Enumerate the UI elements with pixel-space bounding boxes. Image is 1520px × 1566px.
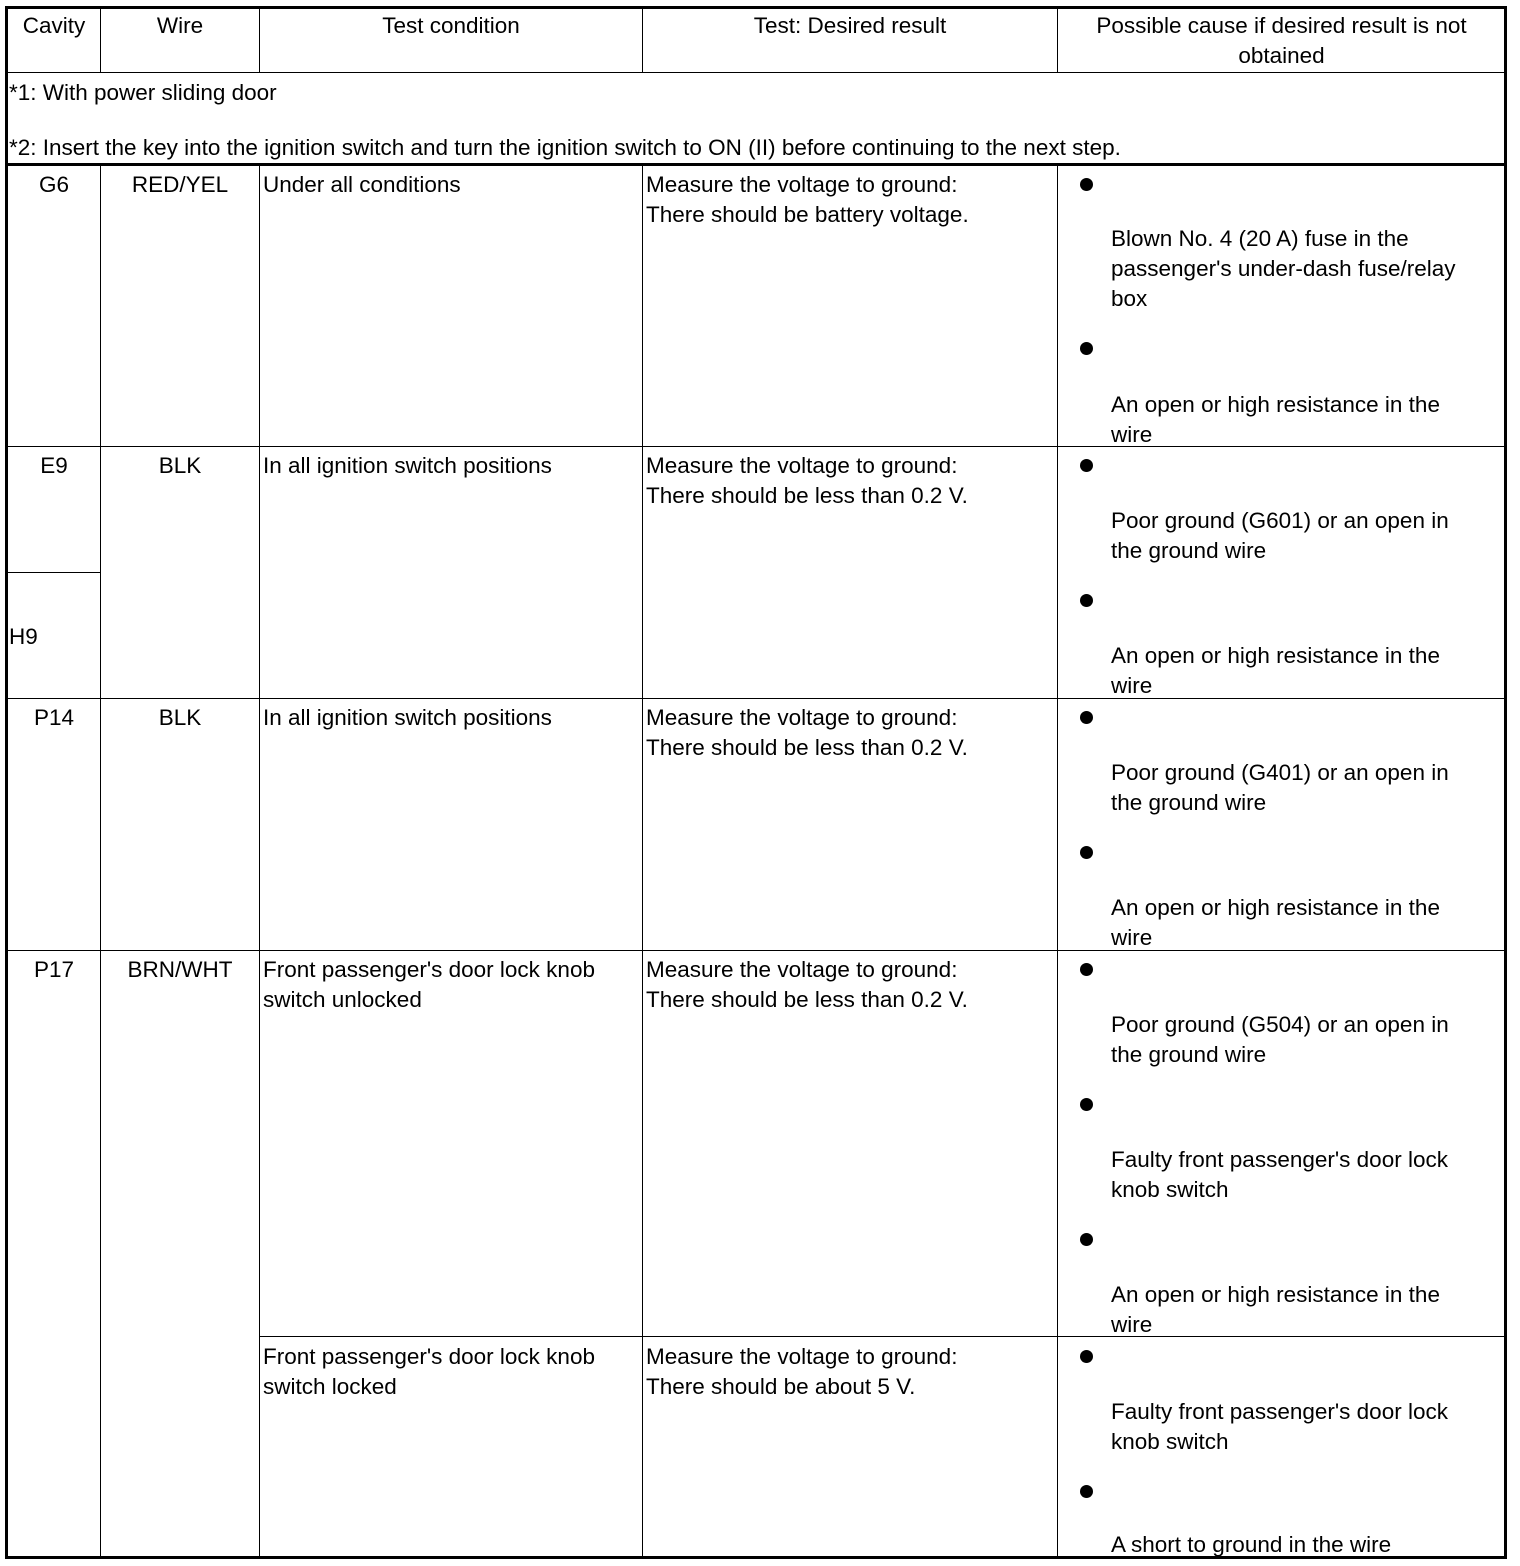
cause-p17a-2-line1: Faulty front passenger's door lock: [1111, 1147, 1448, 1172]
cause-p17a-1-line2: the ground wire: [1111, 1042, 1267, 1067]
wire-p14: BLK: [158, 705, 202, 730]
cause-p17a-2-line2: knob switch: [1111, 1177, 1229, 1202]
cause-g6-2-line1: An open or high resistance in the: [1111, 392, 1440, 417]
bullet-icon: [1080, 1233, 1093, 1246]
cause-g6-1-line1: Blown No. 4 (20 A) fuse in the: [1111, 226, 1409, 251]
cause-p17b-1-line1: Faulty front passenger's door lock: [1111, 1399, 1448, 1424]
condition-p14: In all ignition switch positions: [263, 705, 552, 730]
subrow-divider-p17: [259, 1336, 1507, 1337]
cause-e9-1-line1: Poor ground (G601) or an open in: [1111, 508, 1449, 533]
result-g6-line2: There should be battery voltage.: [646, 202, 969, 227]
result-g6-line1: Measure the voltage to ground:: [646, 172, 958, 197]
cavity-g6: G6: [38, 172, 69, 197]
result-p17-locked-line1: Measure the voltage to ground:: [646, 1344, 958, 1369]
cause-p17b-1-line2: knob switch: [1111, 1429, 1229, 1454]
cause-p17a-3-line2: wire: [1111, 1312, 1153, 1337]
note-1: *1: With power sliding door: [9, 80, 277, 105]
condition-p17-unlocked-line2: switch unlocked: [263, 987, 422, 1012]
cause-p17a-3-line1: An open or high resistance in the: [1111, 1282, 1440, 1307]
cause-g6-1-line2: passenger's under-dash fuse/relay: [1111, 256, 1456, 281]
bullet-icon: [1080, 594, 1093, 607]
bullet-icon: [1080, 846, 1093, 859]
wire-e9: BLK: [158, 453, 202, 478]
cavity-h9: H9: [9, 624, 38, 649]
wire-g6: RED/YEL: [131, 172, 229, 197]
notes-divider: [5, 163, 1507, 166]
cavity-p14: P14: [33, 705, 75, 730]
col-divider-3b: [642, 165, 643, 1557]
row-divider-g6: [5, 446, 1507, 447]
bullet-icon: [1080, 459, 1093, 472]
result-p17-unlocked-line1: Measure the voltage to ground:: [646, 957, 958, 982]
header-wire: Wire: [156, 13, 204, 38]
result-p14-line1: Measure the voltage to ground:: [646, 705, 958, 730]
header-possible-cause: Possible cause if desired result is not: [1096, 13, 1467, 38]
col-divider-4b: [1057, 165, 1058, 1557]
cause-p14-2-line2: wire: [1111, 925, 1153, 950]
header-desired-result: Test: Desired result: [753, 13, 947, 38]
wire-p17: BRN/WHT: [127, 957, 233, 982]
cause-p17b-2-line1: A short to ground in the wire: [1111, 1532, 1392, 1557]
condition-g6: Under all conditions: [263, 172, 461, 197]
result-p17-unlocked-line2: There should be less than 0.2 V.: [646, 987, 968, 1012]
cavity-p17: P17: [33, 957, 75, 982]
note-2: *2: Insert the key into the ignition switch and turn the ignition switch to ON (II) before continuing to the next step.: [9, 135, 1121, 160]
condition-p17-locked-line1: Front passenger's door lock knob: [263, 1344, 595, 1369]
cause-e9-1-line2: the ground wire: [1111, 538, 1267, 563]
cause-e9-2-line1: An open or high resistance in the: [1111, 643, 1440, 668]
cavity-e9: E9: [40, 453, 68, 478]
header-test-condition: Test condition: [382, 13, 520, 38]
bullet-icon: [1080, 1485, 1093, 1498]
row-divider-p14: [5, 950, 1507, 951]
bullet-icon: [1080, 178, 1093, 191]
row-divider-e9: [5, 698, 1507, 699]
header-possible-cause-line2: obtained: [1238, 43, 1325, 68]
bullet-icon: [1080, 1098, 1093, 1111]
cause-p14-1-line2: the ground wire: [1111, 790, 1267, 815]
result-e9-line2: There should be less than 0.2 V.: [646, 483, 968, 508]
bullet-icon: [1080, 711, 1093, 724]
header-cavity: Cavity: [22, 13, 86, 38]
col-divider-1b: [100, 165, 101, 1557]
cause-p14-1-line1: Poor ground (G401) or an open in: [1111, 760, 1449, 785]
cavity-split-e9-h9: [5, 572, 101, 573]
condition-p17-locked-line2: switch locked: [263, 1374, 397, 1399]
condition-e9: In all ignition switch positions: [263, 453, 552, 478]
cause-g6-1-line3: box: [1111, 286, 1148, 311]
condition-p17-unlocked-line1: Front passenger's door lock knob: [263, 957, 595, 982]
cause-g6-2-line2: wire: [1111, 422, 1153, 447]
result-p17-locked-line2: There should be about 5 V.: [646, 1374, 916, 1399]
cause-e9-2-line2: wire: [1111, 673, 1153, 698]
cause-p17a-1-line1: Poor ground (G504) or an open in: [1111, 1012, 1449, 1037]
header-divider: [5, 72, 1507, 73]
bullet-icon: [1080, 1350, 1093, 1363]
cause-p14-2-line1: An open or high resistance in the: [1111, 895, 1440, 920]
col-divider-2b: [259, 165, 260, 1557]
bullet-icon: [1080, 342, 1093, 355]
bullet-icon: [1080, 963, 1093, 976]
result-e9-line1: Measure the voltage to ground:: [646, 453, 958, 478]
result-p14-line2: There should be less than 0.2 V.: [646, 735, 968, 760]
